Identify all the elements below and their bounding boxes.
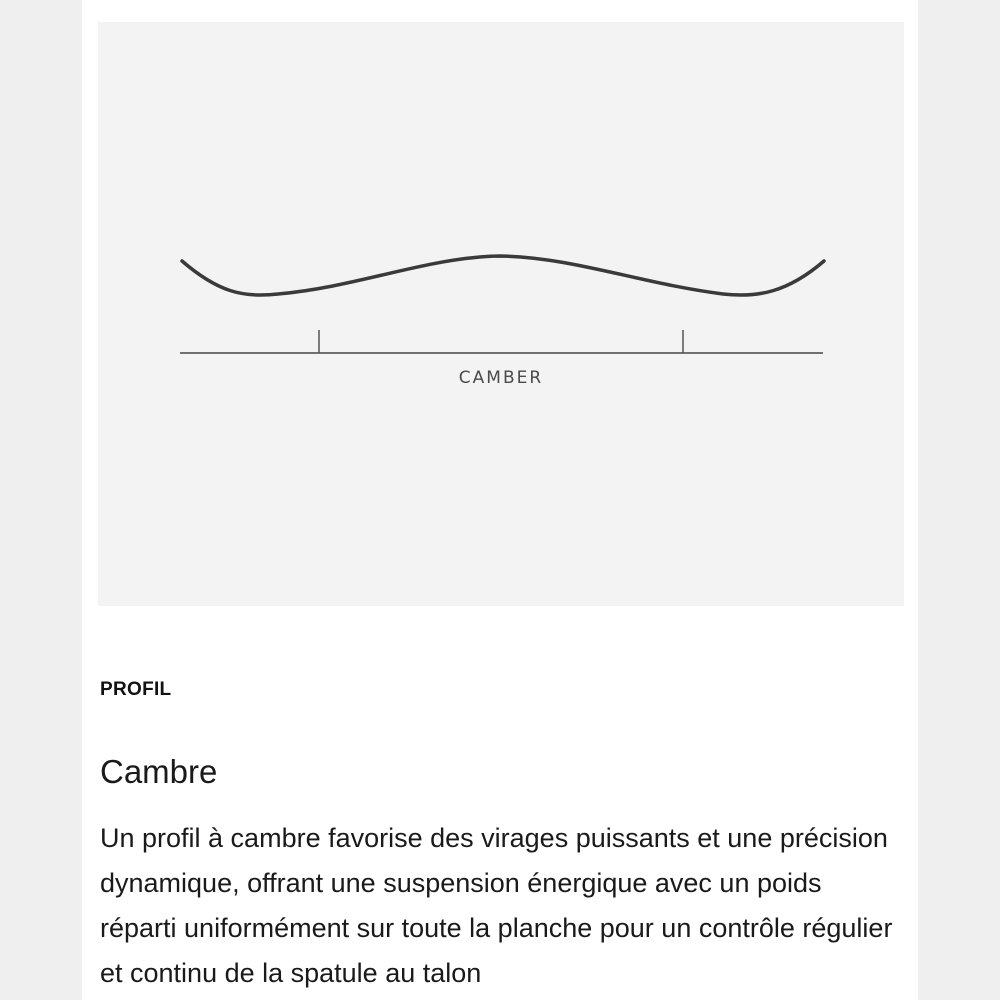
diagram-label: CAMBER — [458, 368, 544, 388]
camber-profile-graphic — [98, 22, 904, 606]
profile-description: Un profil à cambre favorise des virages puissants et une précision dynamique, offrant une suspension énergique avec un poids réparti uniformément sur toute la planche pour un contrôle régulier et continu de la spatule au talon — [100, 823, 893, 988]
board-profile-curve — [182, 256, 824, 295]
product-page — [82, 0, 918, 1000]
section-eyebrow: PROFIL — [100, 679, 172, 700]
camber-profile-diagram — [98, 22, 904, 606]
profile-title: Cambre — [100, 753, 218, 790]
